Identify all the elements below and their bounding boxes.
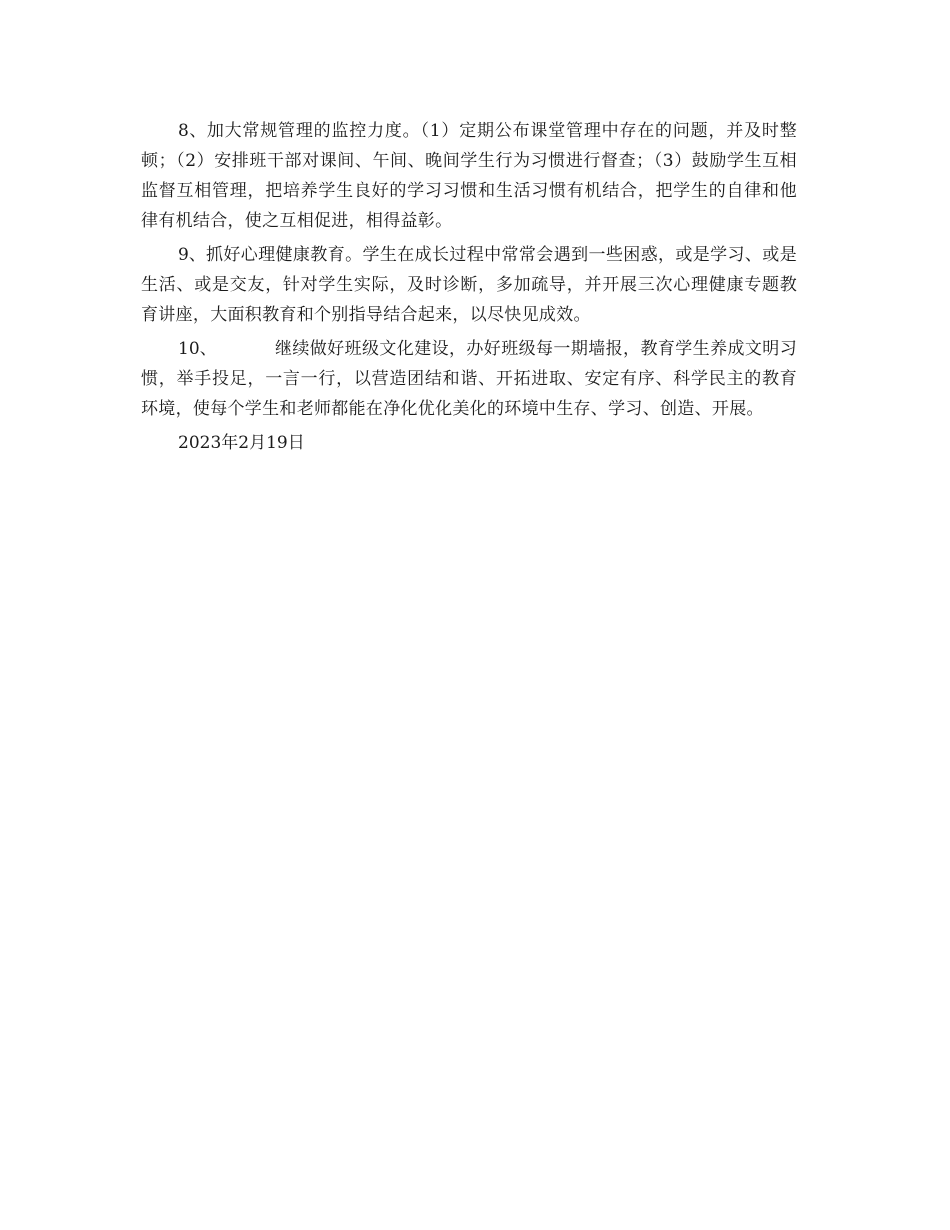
paragraph-number: 8、 — [178, 121, 207, 141]
paragraph-text: 抓好心理健康教育。学生在成长过程中常常会遇到一些困惑，或是学习、或是生活、或是交友，针对学生实际，及时诊断，多加疏导，并开展三次心理健康专题教育讲座，大面积教育和个别指导结合起来，以尽快见成效。 — [141, 245, 797, 325]
paragraph-8 — [141, 116, 797, 236]
document-body — [141, 116, 797, 458]
paragraph-number: 9、 — [178, 245, 206, 265]
paragraph-9 — [141, 240, 797, 330]
document-date: 2023年2月19日 — [178, 433, 305, 453]
paragraph-10 — [141, 334, 797, 424]
paragraph-text: 加大常规管理的监控力度。（1）定期公布课堂管理中存在的问题，并及时整顿；（2）安排班干部对课间、午间、晚间学生行为习惯进行督查；（3）鼓励学生互相监督互相管理，把培养学生良好的学习习惯和生活习惯有机结合，把学生的自律和他律有机结合，使之互相促进，相得益彰。 — [141, 121, 797, 231]
paragraph-number: 10、 — [178, 339, 217, 359]
paragraph-text: 继续做好班级文化建设，办好班级每一期墙报，教育学生养成文明习惯，举手投足，一言一行，以营造团结和谐、开拓进取、安定有序、科学民主的教育环境，使每个学生和老师都能在净化优化美化的环境中生存、学习、创造、开展。 — [141, 339, 797, 419]
